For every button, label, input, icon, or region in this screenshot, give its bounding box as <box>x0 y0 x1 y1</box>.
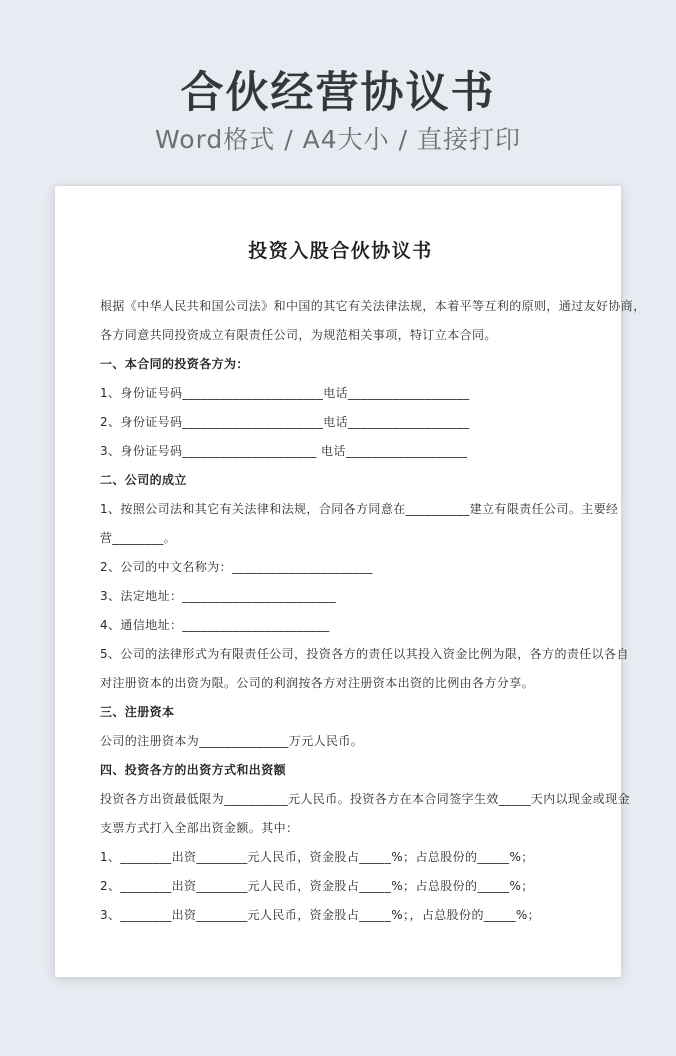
doc-line: 2、身份证号码______________________电话___________________ <box>100 415 470 429</box>
doc-line: 二、公司的成立 <box>100 473 187 487</box>
doc-line: 公司的注册资本为______________万元人民币。 <box>100 734 364 748</box>
doc-line: 1、按照公司法和其它有关法律和法规，合同各方同意在__________建立有限责任公司。主要经 <box>100 502 619 516</box>
doc-line: 投资各方出资最低限为__________元人民币。投资各方在本合同签字生效_____天内以现金或现金 <box>100 792 631 806</box>
banner-subtitle: Word格式 / A4大小 / 直接打印 <box>155 125 521 154</box>
doc-line: 四、投资各方的出资方式和出资额 <box>100 763 287 777</box>
doc-line: 一、本合同的投资各方为： <box>100 357 249 371</box>
document-page <box>55 186 646 977</box>
doc-body <box>100 292 646 930</box>
doc-line: 三、注册资本 <box>100 705 175 719</box>
doc-line: 3、身份证号码_____________________ 电话___________________ <box>100 444 468 458</box>
doc-line: 1、________出资________元人民币，资金股占_____%；占总股份的_____%； <box>100 850 534 864</box>
doc-line: 1、身份证号码______________________电话___________________ <box>100 386 470 400</box>
doc-line: 支票方式打入全部出资金额。其中： <box>100 821 299 835</box>
doc-line: 3、法定地址：________________________ <box>100 589 337 603</box>
doc-line: 各方同意共同投资成立有限责任公司，为规范相关事项，特订立本合同。 <box>100 328 497 342</box>
doc-line: 根据《中华人民共和国公司法》和中国的其它有关法律法规，本着平等互利的原则，通过友好协商， <box>100 299 646 313</box>
document-title: 投资入股合伙协议书 <box>248 240 433 262</box>
banner-title: 合伙经营协议书 <box>180 68 496 118</box>
doc-line: 营________。 <box>100 531 177 545</box>
doc-line: 3、________出资________元人民币，资金股占_____%；，占总股份的_____%； <box>100 908 541 922</box>
doc-line: 2、________出资________元人民币，资金股占_____%；占总股份的_____%； <box>100 879 534 893</box>
doc-line: 2、公司的中文名称为：______________________ <box>100 560 373 574</box>
doc-line: 5、公司的法律形式为有限责任公司，投资各方的责任以其投入资金比例为限，各方的责任以各自 <box>100 647 629 661</box>
banner <box>0 0 676 186</box>
doc-line: 4、通信地址：_______________________ <box>100 618 330 632</box>
doc-line: 对注册资本的出资为限。公司的利润按各方对注册资本出资的比例由各方分享。 <box>100 676 535 690</box>
